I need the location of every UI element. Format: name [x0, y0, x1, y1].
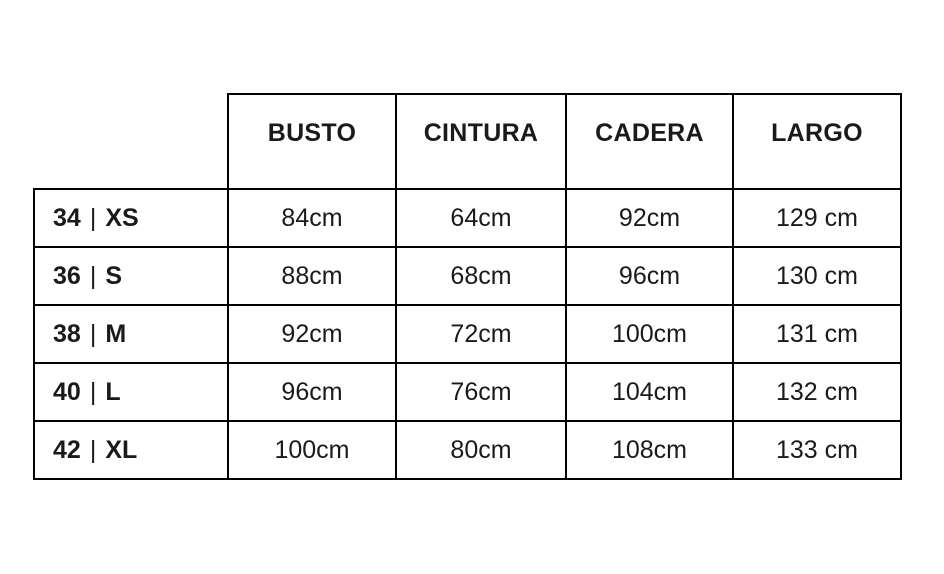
column-header-cadera: CADERA [566, 94, 733, 189]
size-label [34, 247, 228, 305]
cadera-value: 100cm [566, 305, 733, 363]
largo-value: 130 cm [733, 247, 901, 305]
size-code: L [105, 378, 121, 406]
column-header-busto: BUSTO [228, 94, 396, 189]
cintura-value: 80cm [396, 421, 566, 479]
busto-value: 100cm [228, 421, 396, 479]
size-code: M [105, 320, 127, 348]
size-eu: 36 [53, 262, 81, 290]
size-separator: | [89, 378, 97, 406]
size-label [34, 189, 228, 247]
cintura-value: 72cm [396, 305, 566, 363]
busto-value: 84cm [228, 189, 396, 247]
size-eu: 38 [53, 320, 81, 348]
size-label [34, 421, 228, 479]
size-separator: | [89, 204, 97, 232]
cintura-value: 76cm [396, 363, 566, 421]
cadera-value: 92cm [566, 189, 733, 247]
size-separator: | [89, 436, 97, 464]
size-label [34, 363, 228, 421]
table-row [34, 247, 901, 305]
busto-value: 92cm [228, 305, 396, 363]
cadera-value: 104cm [566, 363, 733, 421]
largo-value: 129 cm [733, 189, 901, 247]
table-row [34, 189, 901, 247]
table-row [34, 363, 901, 421]
cadera-value: 108cm [566, 421, 733, 479]
column-header-cintura: CINTURA [396, 94, 566, 189]
size-separator: | [89, 320, 97, 348]
cadera-value: 96cm [566, 247, 733, 305]
header-row [34, 94, 901, 189]
busto-value: 88cm [228, 247, 396, 305]
largo-value: 132 cm [733, 363, 901, 421]
size-code: XL [105, 436, 138, 464]
largo-value: 133 cm [733, 421, 901, 479]
cintura-value: 68cm [396, 247, 566, 305]
largo-value: 131 cm [733, 305, 901, 363]
table-row [34, 421, 901, 479]
size-code: S [105, 262, 122, 290]
size-separator: | [89, 262, 97, 290]
size-eu: 42 [53, 436, 81, 464]
table-row [34, 305, 901, 363]
column-header-largo: LARGO [733, 94, 901, 189]
size-label [34, 305, 228, 363]
cintura-value: 64cm [396, 189, 566, 247]
size-chart-table [33, 93, 902, 480]
size-eu: 40 [53, 378, 81, 406]
size-eu: 34 [53, 204, 81, 232]
corner-cell [34, 94, 228, 189]
size-code: XS [105, 204, 139, 232]
busto-value: 96cm [228, 363, 396, 421]
